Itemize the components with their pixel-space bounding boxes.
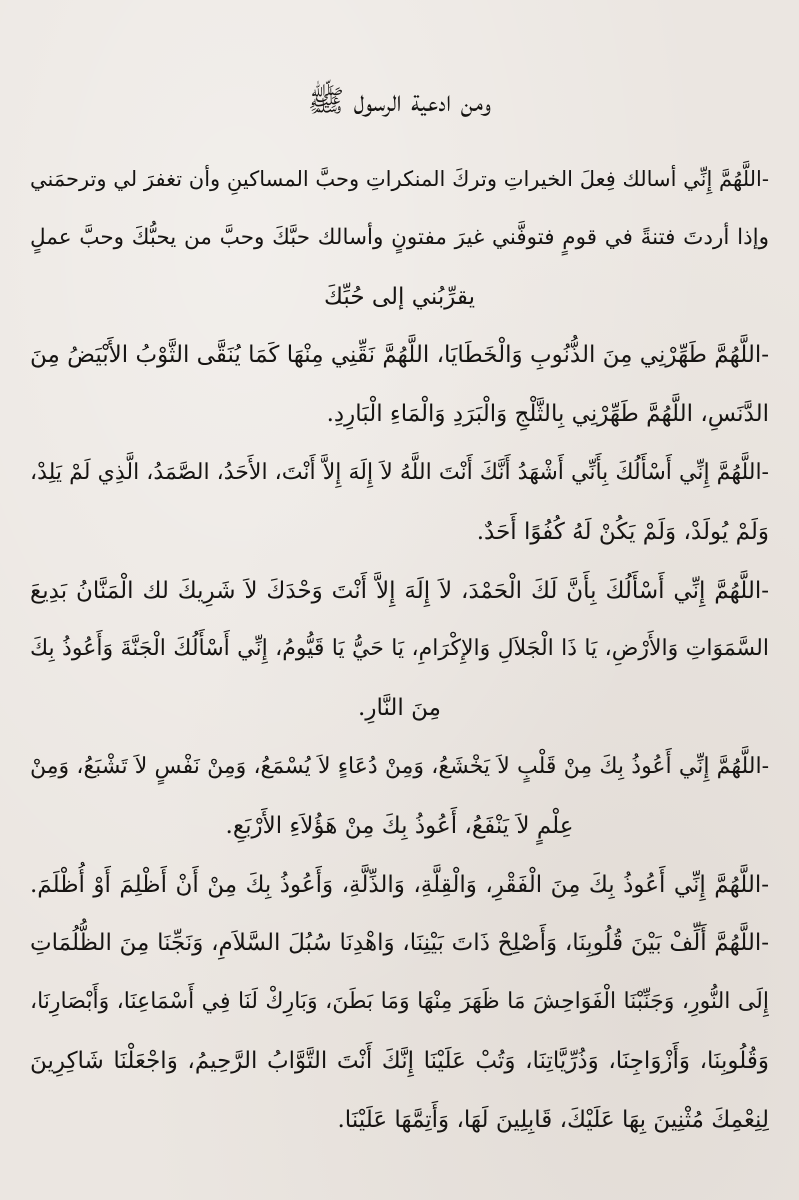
text-line: مِنَ النَّارِ. bbox=[358, 695, 441, 722]
text-line: وإذا أردتَ فتنةً في قومٍ فتوفَّني غيرَ مفتونٍ وأسالك حبَّكَ وحبَّ من يحبُّكَ وحبَّ عملٍ bbox=[30, 224, 769, 250]
text-line: عِلْمٍ لاَ يَنْفَعُ، أَعُوذُ بِكَ مِنْ هَؤُلاَءِ الأَرْبَعِ. bbox=[225, 812, 574, 839]
text-line: إِلَى النُّورِ، وَجَنِّبْنَا الْفَوَاحِشَ مَا ظَهَرَ مِنْهَا وَمَا بَطَنَ، وَبَارِكْ لَنَا فِي أَسْمَاعِنَا، وَأَبْصَارِنَا، bbox=[30, 989, 769, 1015]
text-line: -اللَّهُمَّ إِنِّي أَسْأَلُكَ بِأَنِّي أَشْهَدُ أَنَّكَ أَنْتَ اللَّهُ لاَ إِلَهَ إِلاَّ أَنْتَ، الأَحَدُ، الصَّمَدُ، الَّذِي لَمْ يَلِدْ، bbox=[30, 459, 769, 485]
supplications-text bbox=[30, 150, 769, 1150]
text-line: الدَّنَسِ، اللَّهُمَّ طَهِّرْنِي بِالثَّلْجِ وَالْبَرَدِ وَالْمَاءِ الْبَارِدِ. bbox=[326, 401, 769, 428]
text-line: يقرِّبُني إلى حُبِّكَ bbox=[324, 283, 475, 310]
text-line: السَّمَوَاتِ وَالأَرْضِ، يَا ذَا الْجَلاَلِ وَالإِكْرَامِ، يَا حَيُّ يَا قَيُّومُ، إِنِّي أَسْأَلُكَ الْجَنَّةَ وَأَعُوذُ بِكَ bbox=[30, 636, 769, 662]
text-line: -اللَّهُمَّ طَهِّرْنِي مِنَ الذُّنُوبِ وَالْخَطَايَا، اللَّهُمَّ نَقِّنِي مِنْهَا كَمَا يُنَقَّى الثَّوْبُ الأَبْيَضُ مِنَ bbox=[30, 342, 769, 369]
text-line: -اللَّهُمَّ إِنِّي أَسْأَلُكَ بِأَنَّ لَكَ الْحَمْدَ، لاَ إِلَهَ إِلاَّ أَنْتَ وَحْدَكَ لاَ شَرِيكَ لك الْمَنَّانُ بَدِيعَ bbox=[30, 577, 769, 604]
text-line: -اللَّهُمَّ أَلِّفْ بَيْنَ قُلُوبِنَا، وَأَصْلِحْ ذَاتَ بَيْنِنَا، وَاهْدِنَا سُبُلَ السَّلاَمِ، وَنَجِّنَا مِنَ الظُّلُمَاتِ bbox=[30, 930, 769, 957]
text-line: وَقُلُوبِنَا، وَأَزْوَاجِنَا، وَذُرِّيَّاتِنَا، وَتُبْ عَلَيْنَا إِنَّكَ أَنْتَ التَّوَّابُ الرَّحِيمُ، وَاجْعَلْنَا شَاكِرِينَ bbox=[30, 1047, 769, 1074]
text-line: لِنِعْمِكَ مُثْنِينَ بِهَا عَلَيْكَ، قَابِلِينَ لَهَا، وَأَتِمَّهَا عَلَيْنَا. bbox=[337, 1106, 769, 1133]
text-line: -اللَّهُمَّ إِنِّي أَعُوذُ بِكَ مِنْ قَلْبٍ لاَ يَخْشَعُ، وَمِنْ دُعَاءٍ لاَ يُسْمَعُ، وَمِنْ نَفْسٍ لاَ تَشْبَعُ، وَمِنْ bbox=[30, 753, 769, 779]
text-line: -اللَّهُمَّ إِنِّي أسالك فِعلَ الخيراتِ وتركَ المنكراتِ وحبَّ المساكينِ وأن تغفرَ لي وترحمَني bbox=[30, 167, 769, 191]
page-title: ومن ادعية الرسول ﷺ bbox=[307, 84, 492, 119]
text-line: -اللَّهُمَّ إِنِّي أَعُوذُ بِكَ مِنَ الْفَقْرِ، وَالْقِلَّةِ، وَالذِّلَّةِ، وَأَعُوذُ بِكَ مِنْ أَنْ أَظْلِمَ أَوْ أُظْلَمَ. bbox=[30, 871, 769, 898]
text-line: وَلَمْ يُولَدْ، وَلَمْ يَكُنْ لَهُ كُفُوًا أَحَدٌ. bbox=[476, 518, 769, 545]
